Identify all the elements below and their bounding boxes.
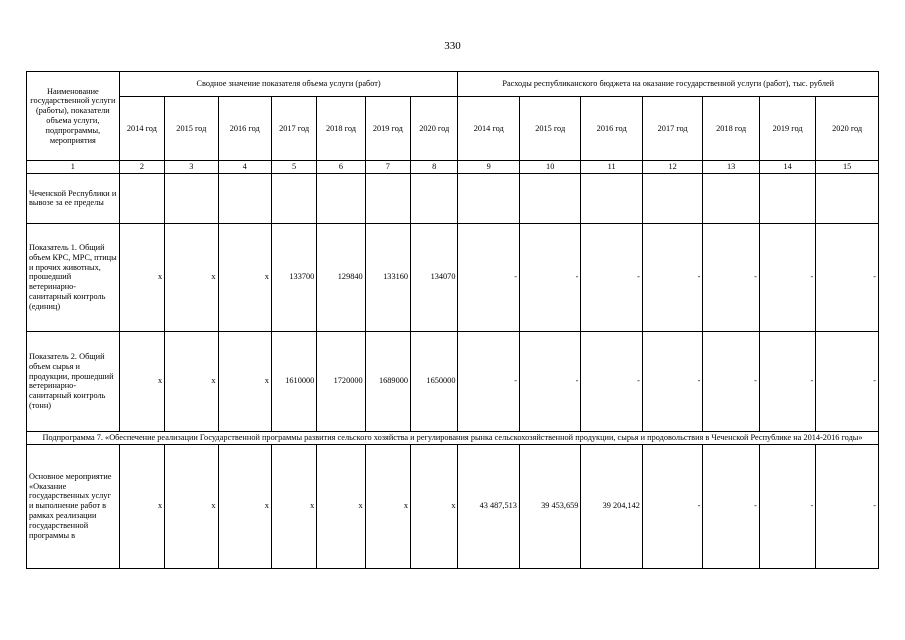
header-row-1 <box>27 72 879 97</box>
table-cell: x <box>365 444 410 568</box>
column-number: 4 <box>218 161 271 174</box>
table-cell <box>816 173 879 223</box>
table-cell: 39 453,659 <box>519 444 580 568</box>
header-volume-group: Сводное значение показателя объема услуги (работ) <box>119 72 458 97</box>
table-cell: x <box>317 444 365 568</box>
column-number: 6 <box>317 161 365 174</box>
table-cell: - <box>759 444 815 568</box>
table-cell: 1689000 <box>365 331 410 431</box>
table-cell: - <box>458 331 519 431</box>
header-year: 2020 год <box>816 97 879 161</box>
column-number-row <box>27 161 879 174</box>
row-name: Показатель 1. Общий объем КРС, МРС, птицы и прочих животных, прошедший ветеринарно-санитарный контроль (единиц) <box>27 223 120 331</box>
column-number: 15 <box>816 161 879 174</box>
column-number: 2 <box>119 161 164 174</box>
table-cell: 1610000 <box>271 331 316 431</box>
table-cell: - <box>642 444 702 568</box>
header-name-column: Наименование государственной услуги (работы), показатели объема услуги, подпрограммы, мероприятия <box>27 72 120 161</box>
budget-table <box>26 71 879 569</box>
table-cell: - <box>703 444 759 568</box>
table-cell <box>165 173 218 223</box>
table-cell: - <box>642 223 702 331</box>
table-cell: x <box>165 444 218 568</box>
table-cell: 129840 <box>317 223 365 331</box>
header-year: 2014 год <box>458 97 519 161</box>
table-row <box>27 173 879 223</box>
table-cell <box>581 173 642 223</box>
table-cell: 134070 <box>411 223 458 331</box>
header-year: 2019 год <box>759 97 815 161</box>
table-cell: x <box>411 444 458 568</box>
table-cell <box>458 173 519 223</box>
table-cell: x <box>119 331 164 431</box>
header-year: 2018 год <box>317 97 365 161</box>
table-cell: 43 487,513 <box>458 444 519 568</box>
table-cell: - <box>703 331 759 431</box>
table-cell <box>317 173 365 223</box>
table-cell <box>218 173 271 223</box>
table-cell: x <box>271 444 316 568</box>
header-year: 2018 год <box>703 97 759 161</box>
table-cell: x <box>119 223 164 331</box>
header-year: 2017 год <box>271 97 316 161</box>
header-year: 2015 год <box>165 97 218 161</box>
table-cell: - <box>759 223 815 331</box>
table-cell: - <box>581 331 642 431</box>
subprogram-row <box>27 431 879 444</box>
column-number: 10 <box>519 161 580 174</box>
table-cell: - <box>816 444 879 568</box>
header-year: 2016 год <box>218 97 271 161</box>
table-cell: - <box>703 223 759 331</box>
table-cell: x <box>218 223 271 331</box>
column-number: 1 <box>27 161 120 174</box>
table-cell <box>271 173 316 223</box>
column-number: 13 <box>703 161 759 174</box>
table-cell: - <box>458 223 519 331</box>
page-number: 330 <box>444 40 461 52</box>
table-cell: x <box>165 331 218 431</box>
table-cell: - <box>519 223 580 331</box>
header-year: 2017 год <box>642 97 702 161</box>
table-cell: x <box>119 444 164 568</box>
table-row <box>27 223 879 331</box>
table-cell: 133160 <box>365 223 410 331</box>
table-cell: - <box>759 331 815 431</box>
table-cell: - <box>642 331 702 431</box>
column-number: 11 <box>581 161 642 174</box>
header-row-years <box>27 97 879 161</box>
activity-name: Основное мероприятие «Оказание государственных услуг и выполнение работ в рамках реализации государственной программы в <box>27 444 120 568</box>
header-year: 2020 год <box>411 97 458 161</box>
table-cell <box>411 173 458 223</box>
column-number: 7 <box>365 161 410 174</box>
table-cell: 133700 <box>271 223 316 331</box>
row-name: Показатель 2. Общий объем сырья и продукции, прошедший ветеринарно-санитарный контроль (тонн) <box>27 331 120 431</box>
row-name: Чеченской Республики и вывозе за ее пределы <box>27 173 120 223</box>
table-cell <box>703 173 759 223</box>
header-year: 2019 год <box>365 97 410 161</box>
column-number: 14 <box>759 161 815 174</box>
table-cell <box>119 173 164 223</box>
table-cell: - <box>519 331 580 431</box>
column-number: 5 <box>271 161 316 174</box>
header-expenses-group: Расходы республиканского бюджета на оказание государственной услуги (работ), тыс. рублей <box>458 72 879 97</box>
column-number: 8 <box>411 161 458 174</box>
header-year: 2016 год <box>581 97 642 161</box>
table-cell <box>642 173 702 223</box>
table-cell: 39 204,142 <box>581 444 642 568</box>
header-year: 2015 год <box>519 97 580 161</box>
table-cell: x <box>218 331 271 431</box>
column-number: 3 <box>165 161 218 174</box>
column-number: 12 <box>642 161 702 174</box>
subprogram-title: Подпрограмма 7. «Обеспечение реализации Государственной программы развития сельского хозяйства и регулирования рынка сельскохозяйственной продукции, сырья и продовольствия в Чеченской Республике на 2014-2016 годы» <box>27 431 879 444</box>
table-cell <box>365 173 410 223</box>
table-cell <box>759 173 815 223</box>
activity-row <box>27 444 879 568</box>
header-year: 2014 год <box>119 97 164 161</box>
table-cell: - <box>581 223 642 331</box>
table-cell: x <box>165 223 218 331</box>
table-cell: - <box>816 331 879 431</box>
table-cell: 1650000 <box>411 331 458 431</box>
table-cell <box>519 173 580 223</box>
table-cell: 1720000 <box>317 331 365 431</box>
column-number: 9 <box>458 161 519 174</box>
table-cell: - <box>816 223 879 331</box>
table-row <box>27 331 879 431</box>
table-cell: x <box>218 444 271 568</box>
